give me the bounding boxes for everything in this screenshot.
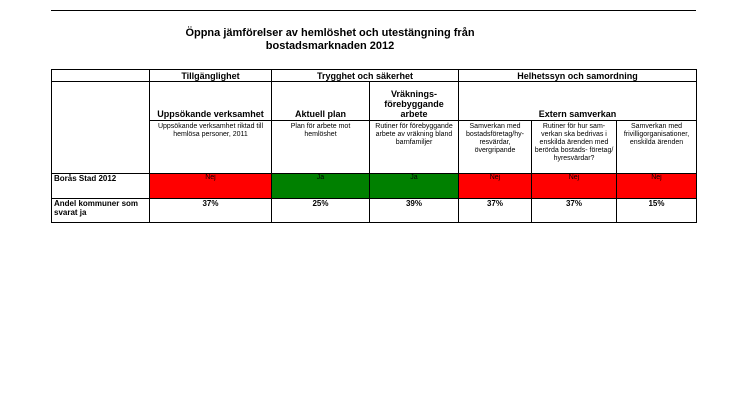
comparison-table [51, 69, 697, 223]
subheader-extern-samverkan: Extern samverkan [459, 82, 697, 121]
description-row [52, 121, 697, 174]
subheader-vrakning: Vräknings-förebyggande arbete [370, 82, 459, 121]
subheader-row [52, 82, 697, 121]
subheader-aktuell-plan: Aktuell plan [272, 82, 370, 121]
percent-cell: 39% [370, 199, 459, 223]
description-c5: Rutiner för hur sam-verkan ska bedrivas i enskilda ärenden med berörda bostads- företag/ hyresvärdar? [532, 121, 617, 174]
group-header-trygghet: Trygghet och säkerhet [272, 70, 459, 82]
description-c3: Rutiner för förebyggande arbete av vräkning bland barnfamiljer [370, 121, 459, 174]
status-cell: Ja [370, 174, 459, 199]
row-label-andel: Andel kommuner som svarat ja [52, 199, 150, 223]
row-label-boras: Borås Stad 2012 [52, 174, 150, 199]
corner-cell [52, 70, 150, 82]
boras-row [52, 174, 697, 199]
status-cell: Ja [272, 174, 370, 199]
status-cell: Nej [617, 174, 697, 199]
title-line-2: bostadsmarknaden 2012 [265, 40, 395, 52]
description-c6: Samverkan med frivilligorganisationer, enskilda ärenden [617, 121, 697, 174]
percent-cell: 37% [459, 199, 532, 223]
percent-cell: 37% [150, 199, 272, 223]
description-c4: Samverkan med bostadsföretag/hy-resvärdar, övergripande [459, 121, 532, 174]
percent-cell: 15% [617, 199, 697, 223]
title-line-1: Öppna jämförelser av hemlöshet och utestängning från [185, 27, 475, 39]
group-header-helhetssyn: Helhetssyn och samordning [459, 70, 697, 82]
description-c2: Plan för arbete mot hemlöshet [272, 121, 370, 174]
top-rule [51, 10, 696, 11]
description-c1: Uppsökande verksamhet riktad till hemlösa personer, 2011 [150, 121, 272, 174]
status-cell: Nej [150, 174, 272, 199]
description-label-cell [52, 121, 150, 174]
group-header-tillganglighet: Tillgänglighet [150, 70, 272, 82]
percent-cell: 25% [272, 199, 370, 223]
andel-row [52, 199, 697, 223]
subheader-label-cell [52, 82, 150, 121]
status-cell: Nej [459, 174, 532, 199]
status-cell: Nej [532, 174, 617, 199]
subheader-uppsokande: Uppsökande verksamhet [150, 82, 272, 121]
percent-cell: 37% [532, 199, 617, 223]
page-title [150, 27, 510, 53]
group-header-row [52, 70, 697, 82]
